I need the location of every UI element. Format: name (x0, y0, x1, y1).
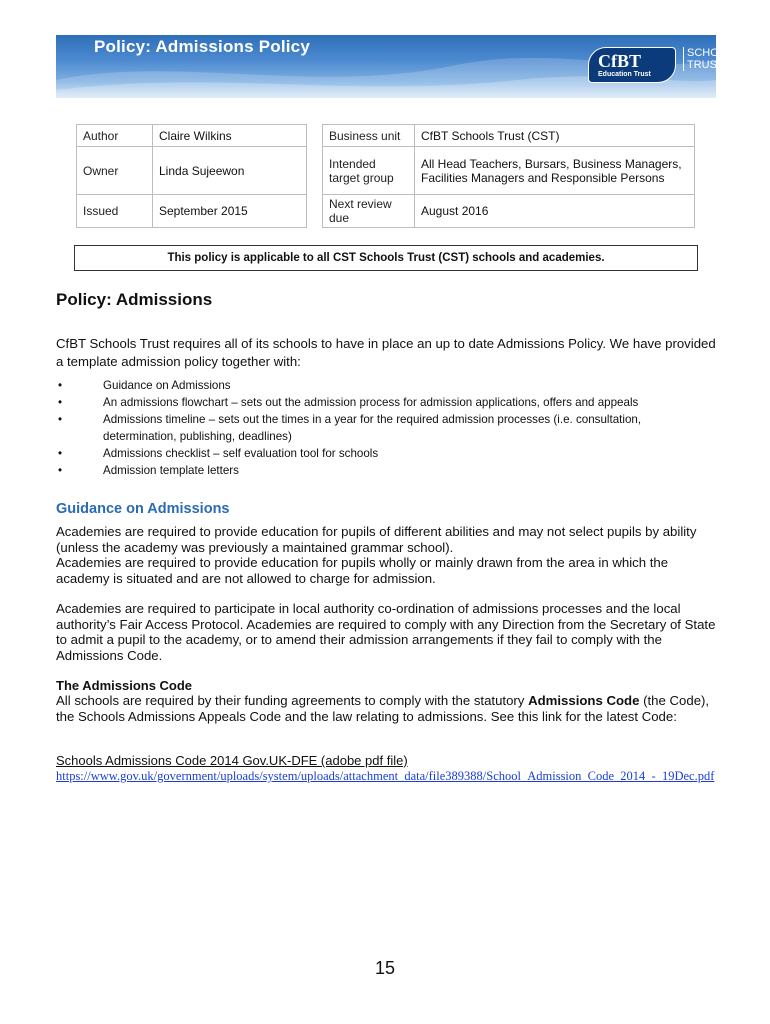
logo-schools-trust (683, 47, 741, 71)
list-item-text: Admissions timeline – sets out the times in a year for the required admission processes (i.e. consultation, determination, publishing, deadlines) (103, 413, 642, 443)
next-review-label: Next review due (323, 195, 415, 228)
table-row (77, 125, 695, 147)
logo-badge (588, 47, 676, 83)
cfbt-schools-trust-logo (588, 43, 741, 89)
list-item-text: An admissions flowchart – sets out the admission process for admission applications, offers and appeals (103, 396, 639, 409)
next-review-value: August 2016 (415, 195, 695, 228)
admissions-code-paragraph: All schools are required by their funding agreements to comply with the statutory Admissions Code (the Code), the Schools Admissions Appeals Code and the law relating to admissions. See this link for the latest Code: (56, 693, 710, 724)
table-row (77, 195, 695, 228)
list-item-text: Guidance on Admissions (103, 379, 231, 392)
target-group-label: Intended target group (323, 147, 415, 195)
logo-subtext: Education Trust (598, 71, 651, 78)
bullet-icon: • (58, 413, 63, 426)
author-label: Author (77, 125, 153, 147)
list-item (56, 445, 716, 462)
guidance-heading: Guidance on Admissions (56, 501, 230, 517)
business-unit-value: CfBT Schools Trust (CST) (415, 125, 695, 147)
author-value: Claire Wilkins (153, 125, 307, 147)
list-item (56, 462, 716, 479)
list-item-text: Admissions checklist – self evaluation tool for schools (103, 447, 379, 460)
issued-label: Issued (77, 195, 153, 228)
section-title: Policy: Admissions (56, 290, 213, 309)
owner-label: Owner (77, 147, 153, 195)
bullet-icon: • (58, 379, 63, 392)
intro-paragraph: CfBT Schools Trust requires all of its schools to have in place an up to date Admissions Policy. We have provided a template admission policy together with: (56, 336, 716, 369)
target-group-value: All Head Teachers, Bursars, Business Managers, Facilities Managers and Responsible Persons (415, 147, 695, 195)
bullet-icon: • (58, 464, 63, 477)
business-unit-label: Business unit (323, 125, 415, 147)
applicability-note: This policy is applicable to all CST Schools Trust (CST) schools and academies. (74, 245, 698, 271)
list-item (56, 377, 716, 394)
guidance-paragraph-1b: Academies are required to provide education for pupils wholly or mainly drawn from the area in which the academy is situated and are not allowed to charge for admission. (56, 555, 669, 586)
owner-value: Linda Sujeewon (153, 147, 307, 195)
issued-value: September 2015 (153, 195, 307, 228)
list-item (56, 394, 716, 411)
table-row (77, 147, 695, 195)
logo-trust-line2: TRUST (687, 59, 724, 71)
header-banner (56, 35, 741, 98)
guidance-paragraph-1a: Academies are required to provide education for pupils of different abilities and may not select pupils by ability (unless the academy was previously a maintained grammar school). (56, 524, 697, 555)
logo-text: CfBT (598, 51, 642, 71)
list-item (56, 411, 716, 445)
list-item-text: Admission template letters (103, 464, 239, 477)
banner-title: Policy: Admissions Policy (94, 37, 310, 56)
bullet-icon: • (58, 447, 63, 460)
guidance-paragraph-2: Academies are required to participate in local authority co-ordination of admissions processes and the local authority’s Fair Access Protocol. Academies are required to comply with any Direction from the Secretary of State to admit a pupil to the academy, or to amend their admission arrangements if they fail to comply with the Admissions Code. (56, 601, 716, 663)
page-number: 15 (374, 958, 396, 978)
policy-info-table (76, 124, 695, 228)
template-bullet-list (56, 377, 716, 479)
admissions-code-heading: The Admissions Code (56, 678, 193, 693)
bullet-icon: • (58, 396, 63, 409)
admissions-code-link-title[interactable]: Schools Admissions Code 2014 Gov.UK-DFE (adobe pdf file) (56, 753, 408, 768)
logo-trust-line1: SCHOOLS (687, 47, 741, 59)
admissions-code-link-url[interactable]: https://www.gov.uk/government/uploads/system/uploads/attachment_data/file389388/School_Admission_Code_2014_-_19Dec.pdf (56, 769, 715, 783)
admissions-code-bold: Admissions Code (528, 693, 640, 708)
